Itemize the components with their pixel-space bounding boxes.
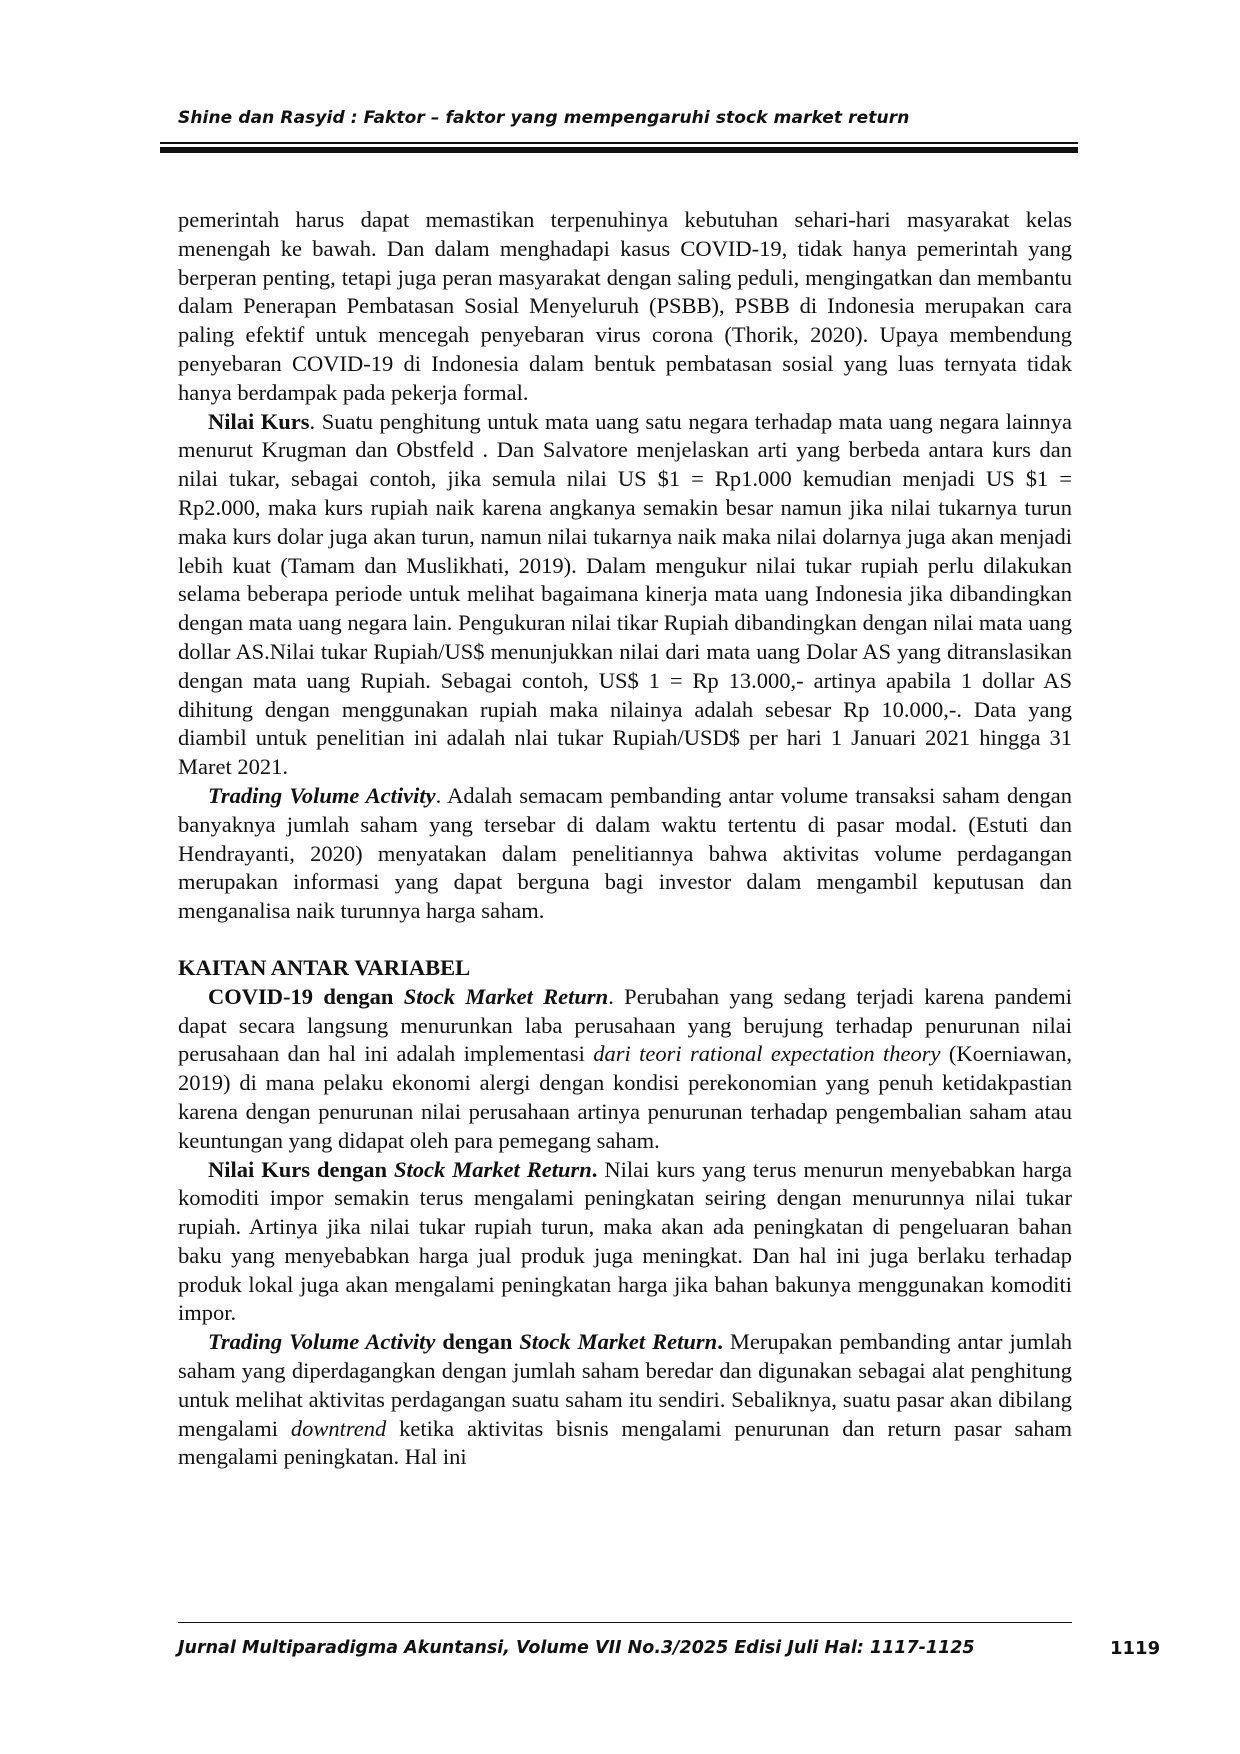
term-covid: COVID-19 dengan (208, 983, 404, 1009)
term-tva: Trading Volume Activity (208, 1329, 436, 1355)
term-nilai-kurs-dengan: Nilai Kurs dengan (208, 1156, 394, 1182)
body-text (178, 206, 1072, 1472)
term-dot-2: . (591, 1156, 598, 1182)
term-smr-2: Stock Market Return (394, 1156, 592, 1182)
paragraph-tva-smr (178, 1328, 1072, 1472)
term-smr-1: Stock Market Return (403, 983, 609, 1009)
term-smr-3: Stock Market Return (519, 1329, 718, 1355)
footer-rule (178, 1622, 1072, 1623)
emphasis-downtrend: downtrend (290, 1415, 387, 1441)
term-dot-3: . (717, 1329, 723, 1355)
term-dengan: dengan (435, 1329, 520, 1355)
paragraph-tva-smr-text-a: Merupakan pembanding antar jumlah saham yang diperdagangkan dengan jumlah saham beredar dan digunakan sebagai alat penghitung untuk melihat aktivitas perdagangan suatu saham itu sendiri. Sebaliknya, suatu pasar akan dibilang mengalami (178, 1329, 1072, 1441)
paragraph-trading-volume-text: . Adalah semacam pembanding antar volume transaksi saham dengan banyaknya jumlah saham yang tersebar di dalam waktu tertentu di pasar modal. (Estuti dan Hendrayanti, 2020) menyatakan dalam penelitiannya bahwa aktivitas volume perdagangan merupakan informasi yang dapat berguna bagi investor dalam mengambil keputusan dan menganalisa naik turunnya harga saham. (178, 782, 1072, 924)
journal-footer: Jurnal Multiparadigma Akuntansi, Volume VII No.3/2025 Edisi Juli Hal: 1117-1125 (178, 1638, 975, 1658)
running-head-emphasis: stock market return (715, 108, 910, 128)
paragraph-psbb: pemerintah harus dapat memastikan terpenuhinya kebutuhan sehari-hari masyarakat kelas menengah ke bawah. Dan dalam menghadapi kasus COVID-19, tidak hanya pemerintah yang berperan penting, tetapi juga peran masyarakat dengan saling peduli, mengingatkan dan membantu dalam Penerapan Pembatasan Sosial Menyeluruh (PSBB), PSBB di Indonesia merupakan cara paling efektif untuk mencegah penyebaran virus corona (Thorik, 2020). Upaya membendung penyebaran COVID-19 di Indonesia dalam bentuk pembatasan sosial yang luas ternyata tidak hanya berdampak pada pekerja formal. (178, 207, 1072, 405)
emphasis-rational-expectation: dari teori rational expectation theory (593, 1041, 941, 1067)
paragraph-covid-smr (178, 983, 1072, 1156)
paragraph-nilai-kurs (178, 408, 1072, 782)
section-heading: KAITAN ANTAR VARIABEL (178, 954, 471, 980)
term-nilai-kurs: Nilai Kurs (208, 408, 310, 434)
page-number: 1119 (1110, 1638, 1161, 1659)
paragraph-covid-smr-text-b: (Koerniawan, 2019) di mana pelaku ekonomi alergi dengan kondisi perekonomian yang penuh ketidakpastian karena dengan penurunan nilai perusahaan artinya penurunan terhadap pengembalian saham atau keuntungan yang didapat oleh para pemegang saham. (178, 1041, 1072, 1153)
term-trading-volume: Trading Volume Activity (208, 782, 436, 808)
header-rule-thick (160, 147, 1078, 153)
paragraph-tva-smr-text-b: ketika aktivitas bisnis mengalami penurunan dan return pasar saham mengalami peningkatan. Hal ini (178, 1415, 1072, 1470)
paragraph-covid-smr-text-a: . Perubahan yang sedang terjadi karena pandemi dapat secara langsung menurunkan laba perusahaan yang berujung terhadap penurunan nilai perusahaan dan hal ini adalah implementasi (178, 983, 1072, 1067)
paragraph-trading-volume (178, 782, 1072, 926)
running-head-text: Shine dan Rasyid : Faktor – faktor yang mempengaruhi (178, 108, 716, 128)
paragraph-nilai-kurs-text: . Suatu penghitung untuk mata uang satu negara terhadap mata uang negara lainnya menurut Krugman dan Obstfeld . Dan Salvatore menjelaskan arti yang berbeda antara kurs dan nilai tukar, sebagai contoh, jika semula nilai US $1 = Rp1.000 kemudian menjadi US $1 = Rp2.000, maka kurs rupiah naik karena angkanya semakin besar namun jika nilai tukarnya turun maka kurs dolar juga akan turun, namun nilai tukarnya naik maka nilai dolarnya juga akan menjadi lebih kuat (Tamam dan Muslikhati, 2019). Dalam mengukur nilai tukar rupiah perlu dilakukan selama beberapa periode untuk melihat bagaimana kinerja mata uang Indonesia jika dibandingkan dengan mata uang negara lain. Pengukuran nilai tikar Rupiah dibandingkan dengan nilai mata uang dollar AS.Nilai tukar Rupiah/US$ menunjukkan nilai dari mata uang Dolar AS yang ditranslasikan dengan mata uang Rupiah. Sebagai contoh, US$ 1 = Rp 13.000,- artinya apabila 1 dollar AS dihitung dengan menggunakan rupiah maka nilainya adalah sebesar Rp 10.000,-. Data yang diambil untuk penelitian ini adalah nlai tukar Rupiah/USD$ per hari 1 Januari 2021 hingga 31 Maret 2021. (178, 408, 1072, 780)
header-rule-thin (160, 142, 1078, 144)
running-head (178, 108, 909, 128)
paragraph-kurs-smr (178, 1156, 1072, 1329)
paragraph-kurs-smr-text: Nilai kurs yang terus menurun menyebabkan harga komoditi impor semakin terus mengalami peningkatan seiring dengan menurunnya nilai tukar rupiah. Artinya jika nilai tukar rupiah turun, maka akan ada peningkatan di pengeluaran bahan baku yang menyebabkan harga jual produk juga meningkat. Dan hal ini juga berlaku terhadap produk lokal juga akan mengalami peningkatan harga jika bahan bakunya menggunakan komoditi impor. (178, 1156, 1072, 1326)
